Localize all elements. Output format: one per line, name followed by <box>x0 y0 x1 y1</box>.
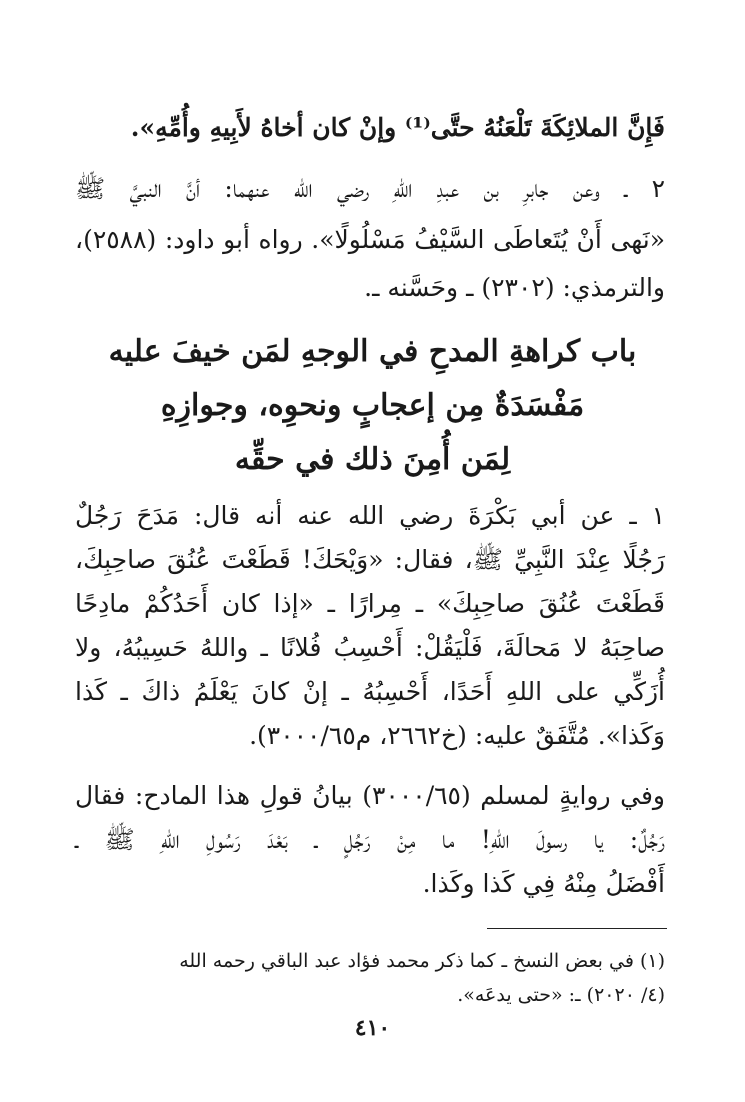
text-line: وفي روايةٍ لمسلم (٣٠٠٠/٦٥) بيانُ قولِ هذا المادح: فقال <box>75 781 665 810</box>
text-line: صاحِبَهُ لا مَحالَةَ، فَلْيَقُلْ: أَحْسِبُ فُلانًا ـ واللهُ حَسِيبُهُ، ولا <box>75 633 665 662</box>
footnote-separator <box>487 928 667 929</box>
page-number: ٤١٠ <box>354 1015 391 1041</box>
chapter-heading-line: باب كراهةِ المدحِ في الوجهِ لمَن خيفَ عليه <box>108 334 637 369</box>
text-line: ١ ـ عن أبي بَكْرَةَ رضي الله عنه أنه قال: مَدَحَ رَجُلٌ <box>75 501 665 530</box>
text-line: «نَهى أَنْ يُتَعاطَى السَّيْفُ مَسْلُولًا». رواه أبو داود: (٢٥٨٨)، <box>75 225 665 254</box>
text-line: قَطَعْتَ عُنُقَ صاحِبِكَ» ـ مِرارًا ـ «إذا كان أَحَدُكُمْ مادِحًا <box>75 589 665 618</box>
text-line: أُزَكِّي على اللهِ أَحَدًا، أَحْسِبُهُ ـ إنْ كانَ يَعْلَمُ ذاكَ ـ كَذا <box>75 677 665 706</box>
footnote-line: (٤/ ٢٠٢٠) ـ: «حتى يدعَه». <box>457 984 665 1006</box>
chapter-heading-line: لِمَن أُمِنَ ذلك في حقِّه <box>234 442 511 477</box>
footnote-line: (١) في بعض النسخ ـ كما ذكر محمد فؤاد عبد الباقي رحمه الله <box>179 950 665 972</box>
text-line: والترمذي: (٢٣٠٢) ـ وحَسَّنه ـ. <box>364 273 665 302</box>
text-line: رَجُلًا عِنْدَ النَّبِيِّ ﷺ، فقال: «وَيْحَكَ! قَطَعْتَ عُنُقَ صاحِبِكَ، <box>75 545 665 574</box>
text-line: ٢ ـ وعن جابرِ بن عبدِ اللهِ رضي الله عنهما: أنَّ النبيَّ ﷺ <box>75 174 665 203</box>
text-line: وَكَذا». مُتَّفَقٌ عليه: (خ٢٦٦٢، م٣٠٠٠/٦٥). <box>249 721 665 750</box>
text-line: أَفْضَلُ مِنْهُ فِي كَذا وكَذا. <box>422 869 665 898</box>
chapter-heading-line: مَفْسَدَةٌ مِن إعجابٍ ونحوِه، وجوازِهِ <box>160 388 585 423</box>
text-line: فَإِنَّ الملائِكَةَ تَلْعَنُهُ حتَّى⁽¹⁾ وإنْ كان أخاهُ لأَبِيهِ وأُمِّهِ». <box>130 113 665 142</box>
text-line: رَجُلٌ: يا رسولَ اللهِ! ما مِنْ رَجُلٍ ـ بَعْدَ رَسُولِ اللهِ ﷺ ـ <box>75 825 665 854</box>
